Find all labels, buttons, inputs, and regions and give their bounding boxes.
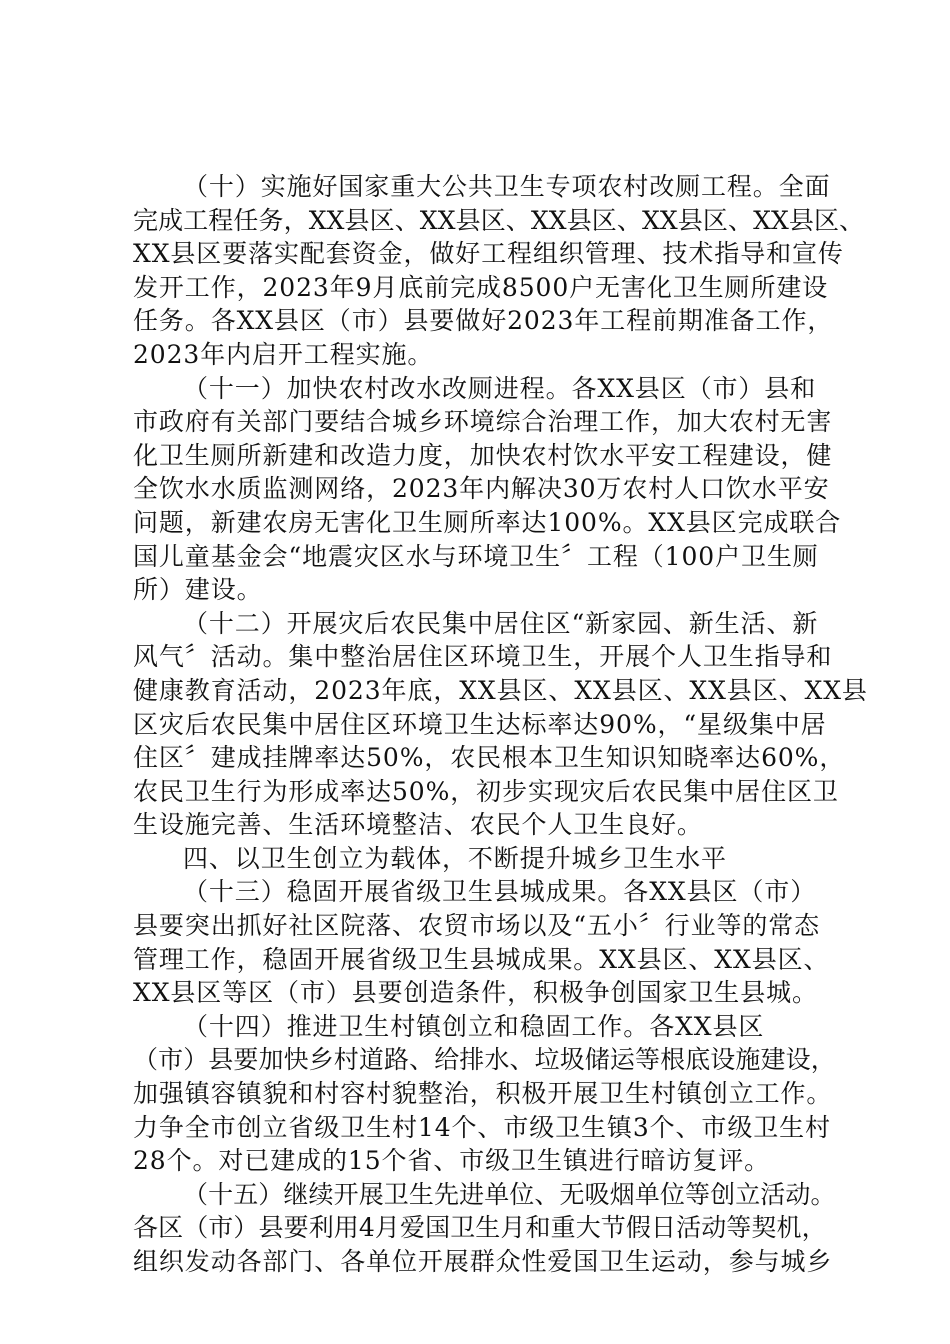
text-line: 市政府有关部门要结合城乡环境综合治理工作，加大农村无害 [133, 407, 833, 437]
text-line: 化卫生厕所新建和改造力度，加快农村饮水平安工程建设，健 [133, 440, 833, 470]
paragraph-11 [133, 372, 842, 607]
text-line: 全饮水水质监测网络，2023年内解决30万农村人口饮水平安 [133, 474, 830, 504]
text-line: （十二）开展灾后农民集中居住区“新家园、新生活、新 [183, 608, 819, 638]
text-line: 区灾后农民集中居住区环境卫生达标率达90%，“星级集中居 [133, 709, 827, 739]
text-line: 各区（市）县要利用4月爱国卫生月和重大节假日活动等契机， [133, 1213, 827, 1243]
text-line: XX县区要落实配套资金，做好工程组织管理、技术指导和宣传 [133, 239, 844, 269]
text-line: 管理工作，稳固开展省级卫生县城成果。XX县区、XX县区、 [133, 944, 830, 974]
text-line: （十三）稳固开展省级卫生县城成果。各XX县区（市） [183, 877, 817, 907]
text-line: 发开工作，2023年9月底前完成8500户无害化卫生厕所建设 [133, 272, 829, 302]
paragraph-12 [133, 607, 868, 842]
text-line: 住区〞建成挂牌率达50%，农民根本卫生知识知晓率达60%， [133, 743, 846, 773]
text-line: 县要突出抓好社区院落、农贸市场以及“五小〞行业等的常态 [133, 911, 821, 941]
document-body [133, 170, 868, 1279]
paragraph-14 [133, 1010, 835, 1178]
text-line: 加强镇容镇貌和村容村貌整治，积极开展卫生村镇创立工作。 [133, 1079, 833, 1109]
section-heading-text: 四、以卫生创立为载体，不断提升城乡卫生水平 [183, 843, 727, 873]
text-line: （十五）继续开展卫生先进单位、无吸烟单位等创立活动。 [183, 1179, 836, 1209]
text-line: （十）实施好国家重大公共卫生专项农村改厕工程。全面 [183, 172, 831, 201]
section-heading-4 [133, 842, 835, 876]
text-line: （市）县要加快乡村道路、给排水、垃圾储运等根底设施建设， [133, 1045, 836, 1075]
text-line: 组织发动各部门、各单位开展群众性爱国卫生运动，参与城乡 [133, 1247, 833, 1276]
text-line: （十一）加快农村改水改厕进程。各XX县区（市）县和 [183, 373, 817, 403]
text-line: 完成工程任务，XX县区、XX县区、XX县区、XX县区、XX县区、 [133, 205, 865, 235]
text-line: 风气〞活动。集中整治居住区环境卫生，开展个人卫生指导和 [133, 642, 833, 672]
text-line: 28个。对已建成的15个省、市级卫生镇进行暗访复评。 [133, 1146, 771, 1176]
paragraph-10 [133, 170, 865, 372]
text-line: XX县区等区（市）县要创造条件，积极争创国家卫生县城。 [133, 978, 818, 1008]
text-line: 2023年内启开工程实施。 [133, 339, 434, 369]
paragraph-15 [133, 1178, 835, 1279]
text-line: 生设施完善、生活环境整洁、农民个人卫生良好。 [133, 810, 703, 840]
text-line: 农民卫生行为形成率达50%，初步实现灾后农民集中居住区卫 [133, 776, 839, 806]
text-line: 力争全市创立省级卫生村14个、市级卫生镇3个、市级卫生村 [133, 1112, 831, 1142]
text-line: 任务。各XX县区（市）县要做好2023年工程前期准备工作， [133, 306, 834, 336]
text-line: 所）建设。 [133, 575, 263, 605]
paragraph-13 [133, 875, 835, 1009]
text-line: 问题，新建农房无害化卫生厕所率达100%。XX县区完成联合 [133, 507, 842, 537]
text-line: 健康教育活动，2023年底，XX县区、XX县区、XX县区、XX县 [133, 675, 868, 705]
text-line: 国儿童基金会“地震灾区水与环境卫生〞工程（100户卫生厕 [133, 541, 819, 571]
text-line: （十四）推进卫生村镇创立和稳固工作。各XX县区 [183, 1011, 765, 1041]
